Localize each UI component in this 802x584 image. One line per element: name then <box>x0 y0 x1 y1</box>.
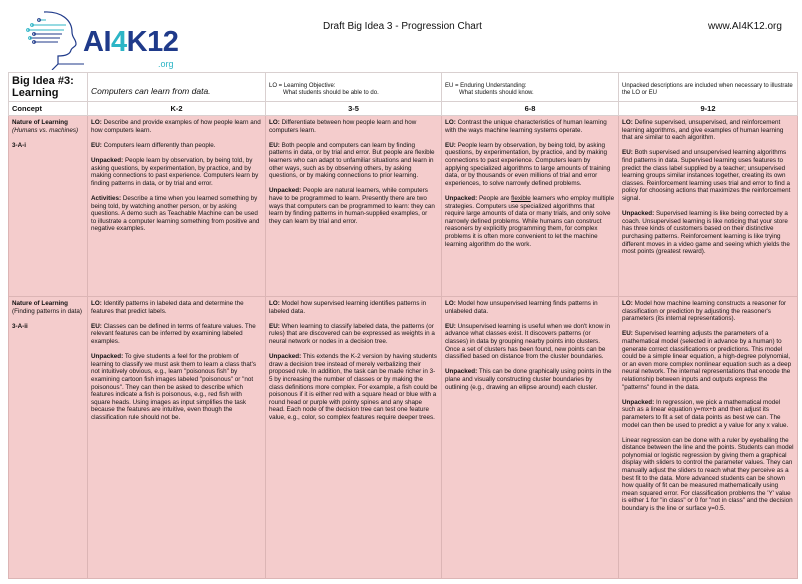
grade-6-8-cell: LO: Contrast the unique characteristics of human learning with the ways machine learning systems operate. EU: People learn by observation, by being told, by asking questions, by experimentation, by practice, and by making connections to past experience. Computers learn by applying specialized algorithms to large amounts of training data, or by thousands or even millions of trial and error experiences, to solve narrowly defined problems. Unpacked: People are flexible learners who employ multiple strategies. Computers use specialized algorithms that require large amounts of data or many trials, and only solve narrowly defined problems. While humans can construct reasoners by explicitly programming them, for complex problems it is often more convenient to let the machine learning algorithm do the work. <box>442 116 619 297</box>
logo-wordmark: AI4K12 <box>83 26 179 58</box>
table-row <box>9 116 798 297</box>
grade-6-8-cell: LO: Model how unsupervised learning finds patterns in unlabeled data. EU: Unsupervised learning is useful when we don't know in advance what classes exist. It discovers patterns (or classes) in data by grouping nearby points into clusters. Once a set of clusters has been found, new points can be classified based on distance from the cluster boundaries. Unpacked: This can be done graphically using points in the plane and visually constructing cluster boundaries by outlining (e.g., drawing an ellipse around) each cluster. <box>442 297 619 579</box>
concept-code: 3-A-i <box>12 141 26 149</box>
k2-cell: LO: Identify patterns in labeled data and determine the features that predict labels. EU: Classes can be defined in terms of feature values. The relevant features can be inferred by examining labeled examples. Unpacked: To give students a feel for the problem of learning to classify we must ask them to learn a class that's not intuitively obvious, e.g., learn "poisonous fish" by examining cartoon fish images labeled "poisonous" or "not poisonous". They can then be asked to describe which features indicate a fish is poisonous, e.g., red fish with square heads. Using images as input simplifies the task because the features are intuitive, even though the classification rule should not be. <box>88 297 266 579</box>
column-header-6-8: 6-8 <box>442 102 619 116</box>
grade-3-5-cell: LO: Model how supervised learning identifies patterns in labeled data. EU: When learning to classify labeled data, the patterns (or rules) that are discovered can be expressed as weights in a neural network or nodes in a decision tree. Unpacked: This extends the K-2 version by having students draw a decision tree instead of merely verbalizing their proposed rule. In addition, the task can be made richer in 3-5 by increasing the number of classes or by making the class definitions more complex. For example, a fish could be poisonous if it is either red with a square head or blue with a round head or purple with pointy spines and any shape head. Each node of the decision tree can test one feature value, e.g., color, so complex features require deeper trees. <box>266 297 442 579</box>
brain-circuit-head-icon <box>6 8 86 70</box>
big-idea-title: Big Idea #3: Learning <box>9 73 88 102</box>
logo-org-suffix: .org <box>158 59 174 69</box>
big-idea-tagline: Computers can learn from data. <box>88 73 266 102</box>
concept-code: 3-A-ii <box>12 322 28 330</box>
ai4k12-logo <box>6 8 179 70</box>
document-title: Draft Big Idea 3 - Progression Chart <box>323 21 482 32</box>
grade-3-5-cell: LO: Differentiate between how people learn and how computers learn. EU: Both people and computers can learn by finding patterns in data, or by trial and error. But people are flexible learners who can adapt to unfamiliar situations and learn in other ways, such as by observing others, by asking questions, or by making connections to prior learning. Unpacked: People are natural learners, while computers have to be programmed to learn. Presently there are two ways that computers can be programmed to learn: they can learn by finding patterns in human-supplied examples, or they can learn by trial and error. <box>266 116 442 297</box>
concept-cell: Nature of Learning (Finding patterns in data) 3-A-ii <box>9 297 88 579</box>
column-header-3-5: 3-5 <box>266 102 442 116</box>
progression-table <box>8 72 798 579</box>
table-row <box>9 297 798 579</box>
grade-9-12-cell: LO: Define supervised, unsupervised, and reinforcement learning algorithms, and give examples of human learning that are similar to each algorithm. EU: Both supervised and unsupervised learning algorithms find patterns in data. Supervised learning uses features to predict the class label supplied by a teacher; unsupervised learning groups similar instances together, creating its own classes. Reinforcement learning uses trial and error to find a policy for choosing actions that maximizes the reinforcement signal. Unpacked: Supervised learning is like being corrected by a coach. Unsupervised learning is like noticing that your store has three kinds of customers based on their distinctive purchasing patterns. Reinforcement learning is like trying different moves in a video game and seeing which yields the most points (greatest reward). <box>619 116 798 297</box>
column-header-9-12: 9-12 <box>619 102 798 116</box>
column-header-concept: Concept <box>9 102 88 116</box>
column-header-k2: K-2 <box>88 102 266 116</box>
k2-cell: LO: Describe and provide examples of how people learn and how computers learn. EU: Computers learn differently than people. Unpacked: People learn by observation, by being told, by asking questions, by experimentation, by practice, and by making connections to past experience. Computers learn by finding patterns in data, or by trial and error. Activities: Describe a time when you learned something by being told, by watching another person, or by asking questions. A demo such as Teachable Machine can be used to illustrate a computer learning something from positive and negative examples. <box>88 116 266 297</box>
lo-legend: LO = Learning Objective: What students should be able to do. <box>266 73 442 102</box>
concept-cell: Nature of Learning (Humans vs. machines) 3-A-i <box>9 116 88 297</box>
eu-legend: EU = Enduring Understanding: What students should know. <box>442 73 619 102</box>
grade-band-header-row <box>9 102 798 116</box>
big-idea-header-row <box>9 73 798 102</box>
site-url: www.AI4K12.org <box>708 21 782 32</box>
unpacked-note: Unpacked descriptions are included when necessary to illustrate the LO or EU <box>619 73 798 102</box>
grade-9-12-cell: LO: Model how machine learning constructs a reasoner for classification or prediction by adjusting the reasoner's parameters (its internal representations). EU: Supervised learning adjusts the parameters of a mathematical model (selected in advance by a human) to generate correct classifications or predictions. This model could be a simple linear equation, a high-degree polynomial, or an even more complex nonlinear equation such as a deep neural network. The internal representations that encode the relationship between inputs and outputs express the "patterns" found in the data. Unpacked: In regression, we pick a mathematical model such as a linear equation y=mx+b and then adjust its parameters to fit a set of data points as best we can. The model can then be used to predict a y value for any x value. Linear regression can be done with a ruler by eyeballing the distance between the line and the points. Students can model polynomial or logistic regression by giving them a graphical display with sliders to control the parameter values. They can manually adjust the sliders to reach what they perceive as a best fit to the data. More advanced students can be shown how quality of fit can be measured mathematically using mean squared error. For classification problems the 'Y' value is either 1 for "in class" or 0 for "not in class" and the decision boundary is the line or surface y=0.5. <box>619 297 798 579</box>
